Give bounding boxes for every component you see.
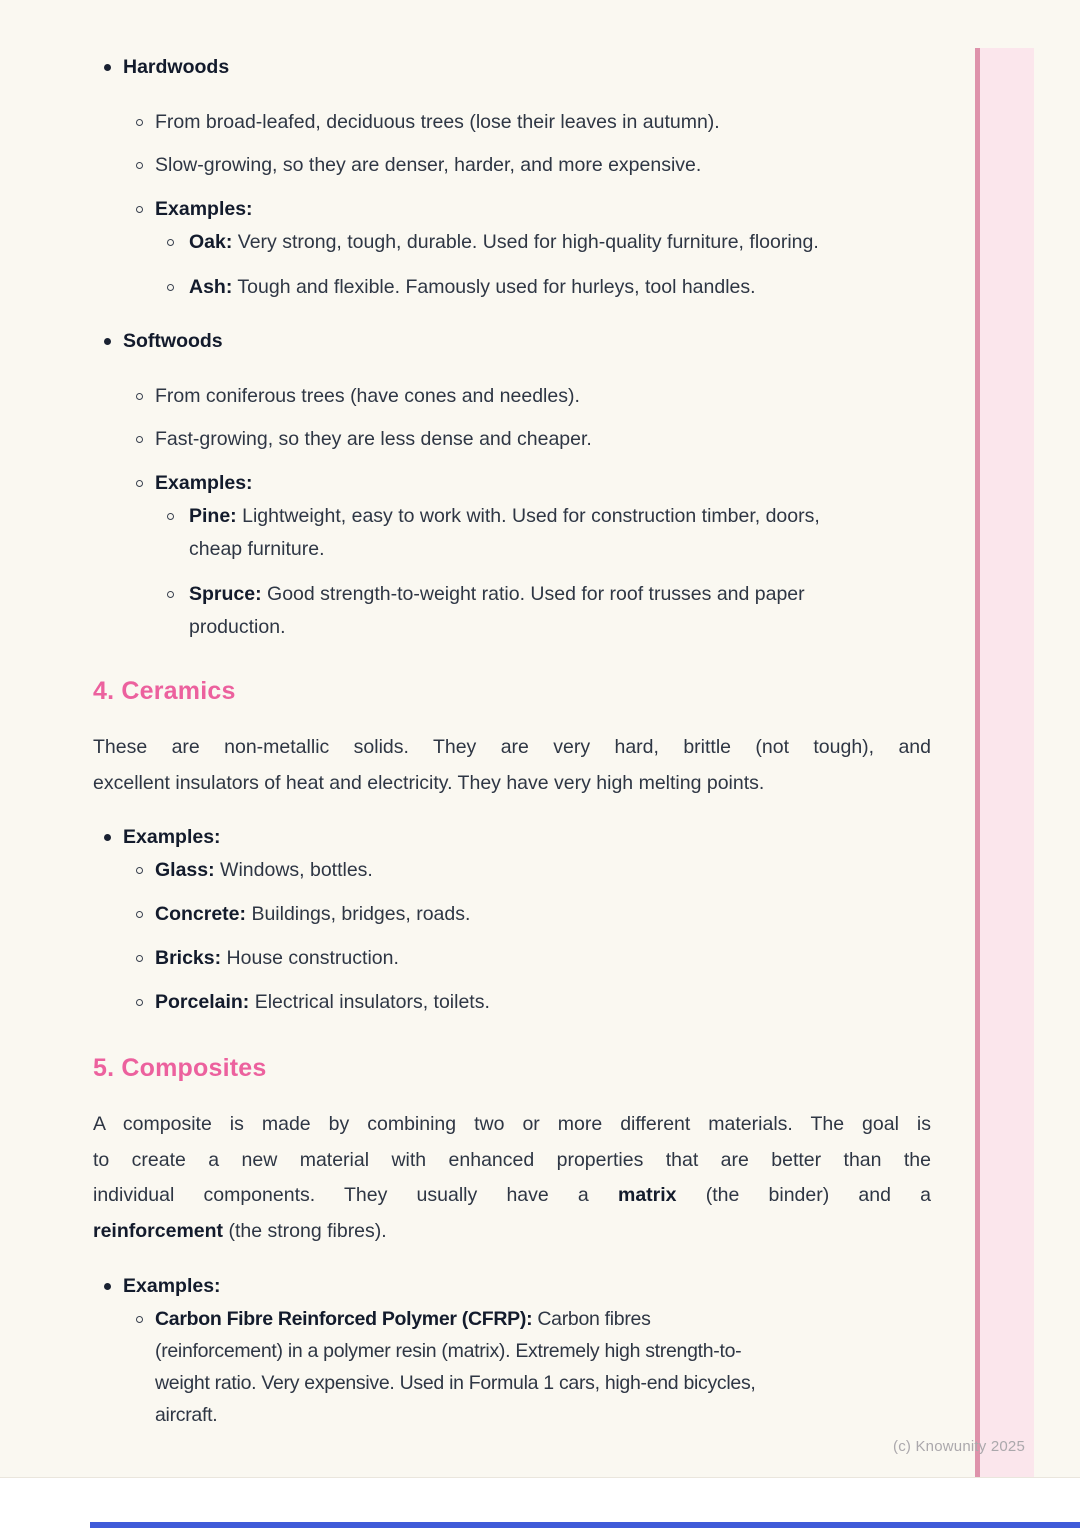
bold-term-reinforcement: reinforcement xyxy=(93,1219,224,1242)
bullet-circle-icon xyxy=(136,206,143,213)
list-item-examples xyxy=(93,821,835,854)
list-item-text: From coniferous trees (have cones and needles). xyxy=(155,385,580,407)
sidebar-pink-panel xyxy=(980,48,1034,1477)
term-description: Good strength-to-weight ratio. Used for roof trusses and paper production. xyxy=(189,583,805,638)
term-label: Bricks: xyxy=(155,947,222,969)
term-description-line: weight ratio. Very expensive. Used in Formula 1 cars, high-end bicycles, xyxy=(155,1372,756,1394)
term-label: Glass: xyxy=(155,859,215,881)
list-item-text xyxy=(155,854,835,887)
term-description: House construction. xyxy=(221,947,399,969)
bullet-circle-icon xyxy=(167,513,174,520)
term-label: Pine: xyxy=(189,505,237,527)
examples-label: Examples: xyxy=(155,472,253,494)
paragraph-line xyxy=(93,1214,931,1250)
list-item-glass xyxy=(93,854,835,887)
list-item-text xyxy=(155,942,835,975)
list-item-text xyxy=(189,226,835,259)
term-description: Electrical insulators, toilets. xyxy=(249,991,490,1013)
list-item-text xyxy=(155,986,835,1019)
list-item-pine xyxy=(93,500,835,566)
list-item-concrete xyxy=(93,898,835,931)
term-label: Concrete: xyxy=(155,903,247,925)
ceramics-paragraph xyxy=(93,730,931,801)
examples-label: Examples: xyxy=(123,826,221,848)
list-item-text: Slow-growing, so they are denser, harder, and more expensive. xyxy=(155,154,702,176)
list-item-text: From broad-leafed, deciduous trees (lose their leaves in autumn). xyxy=(155,111,720,133)
document-content xyxy=(93,51,931,1431)
list-item-examples xyxy=(93,193,835,226)
list-item xyxy=(93,380,835,413)
paragraph-text: individual components. They usually have a xyxy=(93,1184,618,1206)
bullet-circle-icon xyxy=(136,393,143,400)
bullet-disc-icon xyxy=(104,64,111,71)
list-item xyxy=(93,149,835,182)
bottom-blue-bar xyxy=(90,1522,1080,1528)
copyright-watermark: (c) Knowunity 2025 xyxy=(893,1438,1026,1455)
bullet-circle-icon xyxy=(136,999,143,1006)
list-item-examples xyxy=(93,1270,835,1303)
list-item-ash xyxy=(93,271,835,304)
bullet-circle-icon xyxy=(136,955,143,962)
paragraph-line: These are non-metallic solids. They are very hard, brittle (not tough), and xyxy=(93,736,931,758)
list-item-text xyxy=(155,898,835,931)
list-item-spruce xyxy=(93,578,835,644)
bullet-circle-icon xyxy=(167,239,174,246)
bullet-circle-icon xyxy=(167,284,174,291)
list-item-text xyxy=(189,271,835,304)
term-description: Lightweight, easy to work with. Used for construction timber, doors, cheap furniture. xyxy=(189,505,820,560)
term-label: Oak: xyxy=(189,231,233,253)
list-item-cfrp xyxy=(93,1303,835,1431)
list-item-title: Softwoods xyxy=(123,330,223,352)
paragraph-line xyxy=(93,1178,931,1214)
bullet-circle-icon xyxy=(167,591,174,598)
list-item-examples xyxy=(93,467,835,500)
examples-label: Examples: xyxy=(123,1275,221,1297)
bullet-disc-icon xyxy=(104,338,111,345)
section-heading-ceramics: 4. Ceramics xyxy=(93,677,236,705)
term-description: Very strong, tough, durable. Used for high-quality furniture, flooring. xyxy=(232,231,819,253)
term-description: Tough and flexible. Famously used for hurleys, tool handles. xyxy=(232,276,756,298)
bullet-circle-icon xyxy=(136,1316,143,1323)
list-item-text xyxy=(155,1303,835,1431)
term-description-line: (reinforcement) in a polymer resin (matrix). Extremely high strength-to- xyxy=(155,1340,742,1362)
list-item-oak xyxy=(93,226,835,259)
term-description-line: aircraft. xyxy=(155,1404,218,1426)
section-heading-composites: 5. Composites xyxy=(93,1054,267,1082)
term-label: Porcelain: xyxy=(155,991,250,1013)
paragraph-text: (the strong fibres). xyxy=(223,1219,387,1242)
list-item xyxy=(93,106,835,139)
bullet-disc-icon xyxy=(104,834,111,841)
bold-term-matrix: matrix xyxy=(617,1184,677,1206)
list-item-text xyxy=(189,578,835,644)
term-label: Ash: xyxy=(189,276,233,298)
term-description: Windows, bottles. xyxy=(214,859,373,881)
term-description: Buildings, bridges, roads. xyxy=(246,903,471,925)
bullet-circle-icon xyxy=(136,119,143,126)
bullet-disc-icon xyxy=(104,1283,111,1290)
bullet-circle-icon xyxy=(136,480,143,487)
list-item-text: Fast-growing, so they are less dense and cheaper. xyxy=(155,428,592,450)
term-label: Spruce: xyxy=(189,583,262,605)
bullet-circle-icon xyxy=(136,867,143,874)
term-description: Carbon fibres xyxy=(532,1308,651,1330)
list-item-porcelain xyxy=(93,986,835,1019)
list-item-softwoods xyxy=(93,325,835,358)
bullet-circle-icon xyxy=(136,436,143,443)
paragraph-text: (the binder) and a xyxy=(676,1184,931,1206)
list-item-hardwoods xyxy=(93,51,835,84)
composites-paragraph xyxy=(93,1107,931,1249)
paragraph-line: excellent insulators of heat and electricity. They have very high melting points. xyxy=(93,771,765,794)
paragraph-line: A composite is made by combining two or more different materials. The goal is xyxy=(93,1113,931,1135)
bullet-circle-icon xyxy=(136,911,143,918)
list-item-text xyxy=(189,500,835,566)
list-item-bricks xyxy=(93,942,835,975)
examples-label: Examples: xyxy=(155,198,253,220)
list-item xyxy=(93,423,835,456)
bullet-circle-icon xyxy=(136,162,143,169)
term-label: Carbon Fibre Reinforced Polymer (CFRP): xyxy=(155,1308,533,1330)
list-item-title: Hardwoods xyxy=(123,56,230,78)
paragraph-line: to create a new material with enhanced properties that are better than the xyxy=(93,1148,931,1171)
